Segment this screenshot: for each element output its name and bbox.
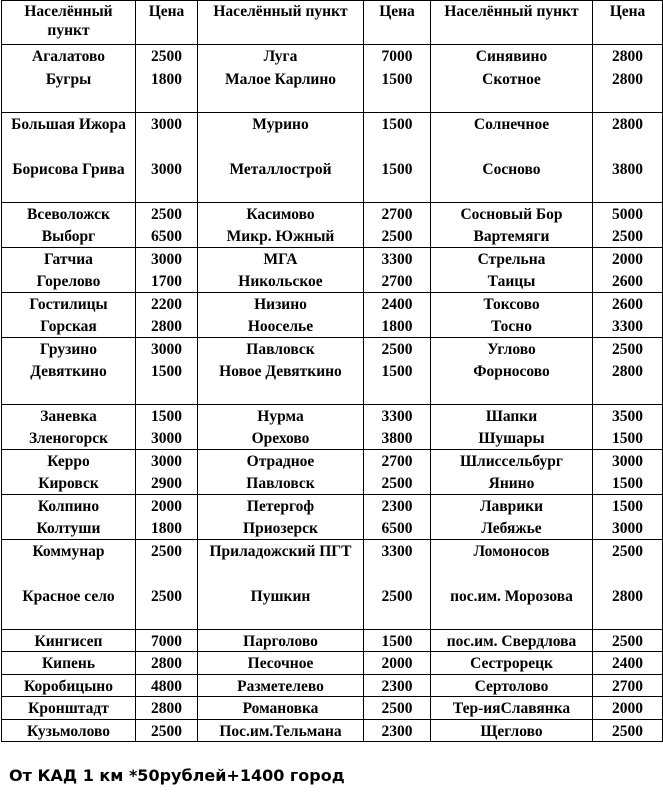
price-cell: 3300	[593, 315, 663, 338]
price-cell: 3300	[364, 540, 431, 585]
place-cell: Коробицыно	[2, 675, 136, 697]
price-cell: 2500	[136, 540, 198, 585]
price-cell: 1500	[593, 472, 663, 495]
price-cell: 2500	[136, 585, 198, 630]
place-cell: Всеволожск	[2, 203, 136, 225]
price-cell: 3000	[136, 450, 198, 472]
price-cell: 2500	[136, 45, 198, 68]
price-cell: 2800	[593, 113, 663, 158]
place-cell: Новое Девяткино	[198, 360, 364, 405]
price-cell: 1500	[136, 360, 198, 405]
price-cell: 2900	[136, 472, 198, 495]
table-row	[2, 293, 663, 315]
price-cell: 2300	[364, 720, 431, 742]
price-cell: 2500	[593, 225, 663, 248]
price-cell: 3800	[593, 158, 663, 203]
price-cell: 2700	[364, 450, 431, 472]
price-cell: 2500	[593, 630, 663, 652]
place-cell: Приладожский ПГТ	[198, 540, 364, 585]
table-row	[2, 158, 663, 203]
header-place-1: Населённый пункт	[2, 1, 136, 45]
price-cell: 1800	[364, 315, 431, 338]
place-cell: Луга	[198, 45, 364, 68]
price-cell: 3300	[364, 248, 431, 270]
price-cell: 1500	[364, 113, 431, 158]
table-row	[2, 652, 663, 675]
price-cell: 3000	[136, 338, 198, 360]
table-row	[2, 360, 663, 405]
price-cell: 2500	[364, 338, 431, 360]
header-price-2: Цена	[364, 1, 431, 45]
place-cell: Кронштадт	[2, 697, 136, 720]
place-cell: пос.им. Морозова	[431, 585, 593, 630]
place-cell: Щеглово	[431, 720, 593, 742]
price-cell: 3000	[136, 427, 198, 450]
place-cell: Солнечное	[431, 113, 593, 158]
place-cell: Низино	[198, 293, 364, 315]
place-cell: Горская	[2, 315, 136, 338]
place-cell: Кингисеп	[2, 630, 136, 652]
place-cell: Касимово	[198, 203, 364, 225]
price-cell: 2800	[136, 652, 198, 675]
place-cell: Нурма	[198, 405, 364, 427]
place-cell: Разметелево	[198, 675, 364, 697]
price-cell: 2700	[364, 203, 431, 225]
place-cell: Большая Ижора	[2, 113, 136, 158]
place-cell: Ломоносов	[431, 540, 593, 585]
price-cell: 2500	[364, 697, 431, 720]
place-cell: Нооселье	[198, 315, 364, 338]
price-cell: 2500	[593, 540, 663, 585]
place-cell: Тосно	[431, 315, 593, 338]
price-cell: 2000	[593, 248, 663, 270]
price-cell: 2200	[136, 293, 198, 315]
place-cell: Павловск	[198, 472, 364, 495]
header-price-1: Цена	[136, 1, 198, 45]
price-cell: 1500	[364, 630, 431, 652]
place-cell: Песочное	[198, 652, 364, 675]
place-cell: Грузино	[2, 338, 136, 360]
price-cell: 5000	[593, 203, 663, 225]
price-cell: 2300	[364, 495, 431, 517]
footer-note: От КАД 1 км *50рублей+1400 город	[9, 766, 345, 785]
place-cell: Зленогорск	[2, 427, 136, 450]
place-cell: Колпино	[2, 495, 136, 517]
price-table	[1, 0, 663, 742]
place-cell: Приозерск	[198, 517, 364, 540]
place-cell: Гатчиа	[2, 248, 136, 270]
price-cell: 2500	[593, 720, 663, 742]
place-cell: Малое Карлино	[198, 68, 364, 113]
table-row	[2, 697, 663, 720]
price-cell: 1500	[593, 427, 663, 450]
price-cell: 2500	[364, 585, 431, 630]
table-row	[2, 248, 663, 270]
place-cell: пос.им. Свердлова	[431, 630, 593, 652]
place-cell: Лебяжье	[431, 517, 593, 540]
table-row	[2, 585, 663, 630]
price-cell: 6500	[364, 517, 431, 540]
price-cell: 2500	[136, 203, 198, 225]
place-cell: Кировск	[2, 472, 136, 495]
price-cell: 7000	[364, 45, 431, 68]
price-cell: 3800	[364, 427, 431, 450]
price-cell: 1500	[364, 158, 431, 203]
table-row	[2, 517, 663, 540]
place-cell: Скотное	[431, 68, 593, 113]
place-cell: Синявино	[431, 45, 593, 68]
place-cell: Выборг	[2, 225, 136, 248]
price-cell: 2500	[364, 472, 431, 495]
header-price-3: Цена	[593, 1, 663, 45]
price-cell: 1500	[364, 360, 431, 405]
price-cell: 1800	[136, 517, 198, 540]
price-cell: 2500	[364, 225, 431, 248]
price-cell: 1800	[136, 68, 198, 113]
price-cell: 4800	[136, 675, 198, 697]
table-row	[2, 427, 663, 450]
place-cell: Кузьмолово	[2, 720, 136, 742]
table-row	[2, 225, 663, 248]
price-cell: 2500	[136, 720, 198, 742]
place-cell: Металлострой	[198, 158, 364, 203]
table-row	[2, 203, 663, 225]
place-cell: Борисова Грива	[2, 158, 136, 203]
price-cell: 1700	[136, 270, 198, 293]
price-cell: 3000	[136, 113, 198, 158]
place-cell: Агалатово	[2, 45, 136, 68]
place-cell: Коммунар	[2, 540, 136, 585]
place-cell: Гостилицы	[2, 293, 136, 315]
place-cell: Микр. Южный	[198, 225, 364, 248]
table-row	[2, 675, 663, 697]
price-cell: 2800	[593, 68, 663, 113]
price-cell: 3300	[364, 405, 431, 427]
table-row	[2, 450, 663, 472]
price-cell: 2400	[593, 652, 663, 675]
table-row	[2, 495, 663, 517]
place-cell: Шушары	[431, 427, 593, 450]
table-row	[2, 45, 663, 68]
table-row	[2, 315, 663, 338]
price-cell: 2600	[593, 270, 663, 293]
table-row	[2, 472, 663, 495]
price-cell: 1500	[593, 495, 663, 517]
place-cell: Сестрорецк	[431, 652, 593, 675]
price-cell: 2800	[593, 45, 663, 68]
place-cell: Отрадное	[198, 450, 364, 472]
price-cell: 2500	[593, 338, 663, 360]
place-cell: Углово	[431, 338, 593, 360]
table-row	[2, 68, 663, 113]
place-cell: Заневка	[2, 405, 136, 427]
place-cell: Шлиссельбург	[431, 450, 593, 472]
price-cell: 3000	[136, 158, 198, 203]
price-cell: 3000	[136, 248, 198, 270]
place-cell: Янино	[431, 472, 593, 495]
place-cell: Сертолово	[431, 675, 593, 697]
header-place-2: Населённый пункт	[198, 1, 364, 45]
place-cell: Керро	[2, 450, 136, 472]
header-row	[2, 1, 663, 45]
table-row	[2, 113, 663, 158]
place-cell: Пушкин	[198, 585, 364, 630]
place-cell: Романовка	[198, 697, 364, 720]
place-cell: Орехово	[198, 427, 364, 450]
place-cell: Парголово	[198, 630, 364, 652]
price-cell: 3000	[593, 450, 663, 472]
price-cell: 2800	[136, 315, 198, 338]
header-place-3: Населённый пункт	[431, 1, 593, 45]
place-cell: Стрельна	[431, 248, 593, 270]
price-cell: 2800	[136, 697, 198, 720]
table-row	[2, 405, 663, 427]
price-cell: 3000	[593, 517, 663, 540]
table-row	[2, 630, 663, 652]
table-row	[2, 540, 663, 585]
place-cell: Сосновый Бор	[431, 203, 593, 225]
table-row	[2, 720, 663, 742]
place-cell: Форносово	[431, 360, 593, 405]
place-cell: Кипень	[2, 652, 136, 675]
place-cell: Петергоф	[198, 495, 364, 517]
place-cell: Сосново	[431, 158, 593, 203]
place-cell: Тер-ияСлавянка	[431, 697, 593, 720]
place-cell: Никольское	[198, 270, 364, 293]
place-cell: Лаврики	[431, 495, 593, 517]
place-cell: Мурино	[198, 113, 364, 158]
price-cell: 2800	[593, 585, 663, 630]
price-cell: 1500	[136, 405, 198, 427]
price-cell: 2000	[593, 697, 663, 720]
place-cell: Бугры	[2, 68, 136, 113]
place-cell: Шапки	[431, 405, 593, 427]
price-cell: 2800	[593, 360, 663, 405]
place-cell: Красное село	[2, 585, 136, 630]
price-cell: 1500	[364, 68, 431, 113]
price-cell: 6500	[136, 225, 198, 248]
place-cell: Таицы	[431, 270, 593, 293]
price-cell: 2000	[364, 652, 431, 675]
price-cell: 2700	[364, 270, 431, 293]
place-cell: Горелово	[2, 270, 136, 293]
price-cell: 7000	[136, 630, 198, 652]
price-cell: 2700	[593, 675, 663, 697]
table-row	[2, 338, 663, 360]
place-cell: Вартемяги	[431, 225, 593, 248]
place-cell: Токсово	[431, 293, 593, 315]
place-cell: Девяткино	[2, 360, 136, 405]
price-cell: 2400	[364, 293, 431, 315]
price-cell: 2000	[136, 495, 198, 517]
table-row	[2, 270, 663, 293]
place-cell: МГА	[198, 248, 364, 270]
place-cell: Павловск	[198, 338, 364, 360]
price-cell: 3500	[593, 405, 663, 427]
price-cell: 2300	[364, 675, 431, 697]
price-cell: 2600	[593, 293, 663, 315]
place-cell: Пос.им.Тельмана	[198, 720, 364, 742]
place-cell: Колтуши	[2, 517, 136, 540]
